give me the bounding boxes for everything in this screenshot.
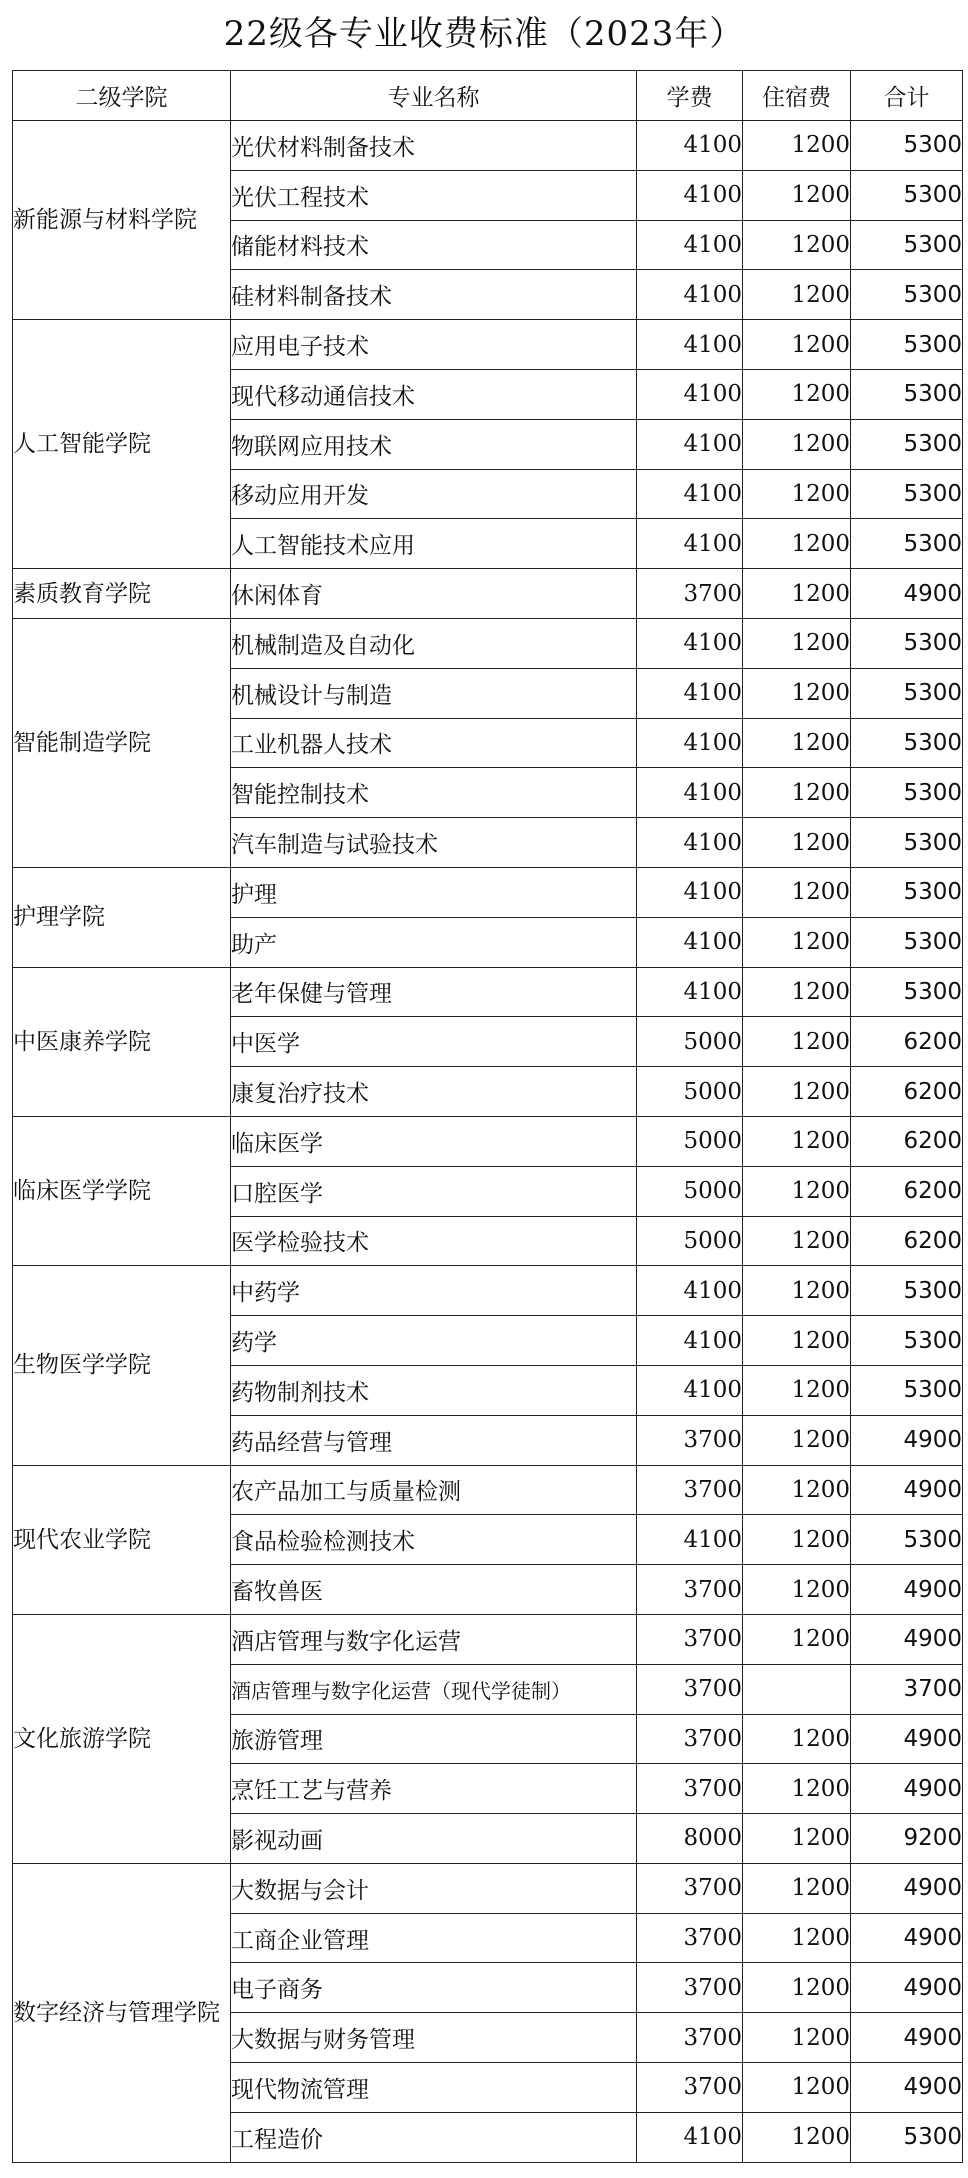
total-cell: 5300 — [851, 270, 963, 320]
dorm-cell: 1200 — [743, 2063, 851, 2113]
total-cell: 5300 — [851, 419, 963, 469]
total-cell: 4900 — [851, 1714, 963, 1764]
major-cell: 机械设计与制造 — [231, 668, 637, 718]
dorm-cell: 1200 — [743, 1863, 851, 1913]
major-cell: 旅游管理 — [231, 1714, 637, 1764]
total-cell: 6200 — [851, 1216, 963, 1266]
header-major: 专业名称 — [231, 71, 637, 121]
major-cell: 大数据与会计 — [231, 1863, 637, 1913]
tuition-cell: 8000 — [637, 1814, 743, 1864]
college-cell: 中医康养学院 — [13, 967, 231, 1116]
tuition-cell: 3700 — [637, 1664, 743, 1714]
total-cell: 5300 — [851, 917, 963, 967]
total-cell: 5300 — [851, 618, 963, 668]
college-cell: 生物医学学院 — [13, 1266, 231, 1465]
tuition-cell: 4100 — [637, 668, 743, 718]
major-cell: 食品检验检测技术 — [231, 1515, 637, 1565]
tuition-cell: 3700 — [637, 1913, 743, 1963]
dorm-cell: 1200 — [743, 1017, 851, 1067]
major-cell: 工程造价 — [231, 2112, 637, 2162]
tuition-cell: 5000 — [637, 1067, 743, 1117]
total-cell: 5300 — [851, 718, 963, 768]
major-cell: 大数据与财务管理 — [231, 2013, 637, 2063]
table-row — [13, 1863, 963, 1913]
dorm-cell: 1200 — [743, 1963, 851, 2013]
major-cell: 酒店管理与数字化运营（现代学徒制） — [231, 1664, 637, 1714]
tuition-cell: 3700 — [637, 2063, 743, 2113]
tuition-cell: 4100 — [637, 220, 743, 270]
total-cell: 5300 — [851, 768, 963, 818]
major-cell: 机械制造及自动化 — [231, 618, 637, 668]
tuition-cell: 5000 — [637, 1017, 743, 1067]
dorm-cell: 1200 — [743, 1216, 851, 1266]
total-cell: 5300 — [851, 867, 963, 917]
dorm-cell: 1200 — [743, 1714, 851, 1764]
total-cell: 5300 — [851, 967, 963, 1017]
tuition-cell: 3700 — [637, 2013, 743, 2063]
total-cell: 4900 — [851, 1614, 963, 1664]
dorm-cell: 1200 — [743, 2013, 851, 2063]
total-cell: 5300 — [851, 369, 963, 419]
dorm-cell: 1200 — [743, 1764, 851, 1814]
major-cell: 休闲体育 — [231, 569, 637, 619]
major-cell: 医学检验技术 — [231, 1216, 637, 1266]
tuition-cell: 4100 — [637, 270, 743, 320]
tuition-cell: 3700 — [637, 1714, 743, 1764]
total-cell: 6200 — [851, 1166, 963, 1216]
major-cell: 工业机器人技术 — [231, 718, 637, 768]
total-cell: 5300 — [851, 1266, 963, 1316]
major-cell: 中医学 — [231, 1017, 637, 1067]
tuition-cell: 4100 — [637, 1365, 743, 1415]
table-row — [13, 867, 963, 917]
major-cell: 酒店管理与数字化运营 — [231, 1614, 637, 1664]
college-cell: 现代农业学院 — [13, 1465, 231, 1614]
total-cell: 5300 — [851, 220, 963, 270]
dorm-cell: 1200 — [743, 1814, 851, 1864]
tuition-cell: 3700 — [637, 1565, 743, 1615]
major-cell: 现代移动通信技术 — [231, 369, 637, 419]
total-cell: 4900 — [851, 1415, 963, 1465]
tuition-cell: 3700 — [637, 1764, 743, 1814]
major-cell: 汽车制造与试验技术 — [231, 818, 637, 868]
college-cell: 临床医学学院 — [13, 1116, 231, 1265]
total-cell: 5300 — [851, 1365, 963, 1415]
tuition-cell: 3700 — [637, 1465, 743, 1515]
dorm-cell: 1200 — [743, 1116, 851, 1166]
tuition-cell: 3700 — [637, 569, 743, 619]
table-row — [13, 1465, 963, 1515]
total-cell: 4900 — [851, 1963, 963, 2013]
dorm-cell: 1200 — [743, 718, 851, 768]
table-row — [13, 1116, 963, 1166]
major-cell: 电子商务 — [231, 1963, 637, 2013]
major-cell: 物联网应用技术 — [231, 419, 637, 469]
total-cell: 4900 — [851, 1565, 963, 1615]
total-cell: 5300 — [851, 1515, 963, 1565]
tuition-cell: 4100 — [637, 1266, 743, 1316]
tuition-cell: 4100 — [637, 768, 743, 818]
dorm-cell: 1200 — [743, 369, 851, 419]
major-cell: 应用电子技术 — [231, 320, 637, 370]
major-cell: 光伏材料制备技术 — [231, 121, 637, 171]
total-cell: 6200 — [851, 1067, 963, 1117]
dorm-cell: 1200 — [743, 270, 851, 320]
major-cell: 烹饪工艺与营养 — [231, 1764, 637, 1814]
tuition-cell: 4100 — [637, 1316, 743, 1366]
major-cell: 康复治疗技术 — [231, 1067, 637, 1117]
header-dorm: 住宿费 — [743, 71, 851, 121]
total-cell: 9200 — [851, 1814, 963, 1864]
major-cell: 现代物流管理 — [231, 2063, 637, 2113]
total-cell: 5300 — [851, 668, 963, 718]
total-cell: 5300 — [851, 469, 963, 519]
major-cell: 工商企业管理 — [231, 1913, 637, 1963]
total-cell: 4900 — [851, 1863, 963, 1913]
major-cell: 影视动画 — [231, 1814, 637, 1864]
college-cell: 数字经济与管理学院 — [13, 1863, 231, 2162]
tuition-cell: 4100 — [637, 519, 743, 569]
tuition-cell: 4100 — [637, 369, 743, 419]
dorm-cell: 1200 — [743, 618, 851, 668]
tuition-cell: 5000 — [637, 1216, 743, 1266]
major-cell: 智能控制技术 — [231, 768, 637, 818]
college-cell: 护理学院 — [13, 867, 231, 967]
table-row — [13, 121, 963, 171]
tuition-cell: 4100 — [637, 917, 743, 967]
dorm-cell: 1200 — [743, 1614, 851, 1664]
header-total: 合计 — [851, 71, 963, 121]
dorm-cell: 1200 — [743, 2112, 851, 2162]
table-row — [13, 1614, 963, 1664]
major-cell: 老年保健与管理 — [231, 967, 637, 1017]
tuition-cell: 5000 — [637, 1116, 743, 1166]
table-row — [13, 618, 963, 668]
dorm-cell — [743, 1664, 851, 1714]
dorm-cell: 1200 — [743, 519, 851, 569]
dorm-cell: 1200 — [743, 818, 851, 868]
tuition-cell: 4100 — [637, 967, 743, 1017]
tuition-cell: 3700 — [637, 1863, 743, 1913]
major-cell: 助产 — [231, 917, 637, 967]
total-cell: 4900 — [851, 569, 963, 619]
major-cell: 人工智能技术应用 — [231, 519, 637, 569]
dorm-cell: 1200 — [743, 1365, 851, 1415]
dorm-cell: 1200 — [743, 419, 851, 469]
header-tuition: 学费 — [637, 71, 743, 121]
tuition-cell: 4100 — [637, 320, 743, 370]
major-cell: 移动应用开发 — [231, 469, 637, 519]
major-cell: 药学 — [231, 1316, 637, 1366]
total-cell: 6200 — [851, 1116, 963, 1166]
college-cell: 新能源与材料学院 — [13, 121, 231, 320]
total-cell: 5300 — [851, 2112, 963, 2162]
dorm-cell: 1200 — [743, 967, 851, 1017]
tuition-cell: 4100 — [637, 818, 743, 868]
major-cell: 口腔医学 — [231, 1166, 637, 1216]
major-cell: 畜牧兽医 — [231, 1565, 637, 1615]
college-cell: 素质教育学院 — [13, 569, 231, 619]
page-title: 22级各专业收费标准（2023年） — [223, 14, 745, 54]
dorm-cell: 1200 — [743, 569, 851, 619]
total-cell: 5300 — [851, 121, 963, 171]
tuition-cell: 4100 — [637, 419, 743, 469]
total-cell: 4900 — [851, 2063, 963, 2113]
tuition-cell: 4100 — [637, 1515, 743, 1565]
total-cell: 5300 — [851, 818, 963, 868]
dorm-cell: 1200 — [743, 867, 851, 917]
tuition-cell: 3700 — [637, 1614, 743, 1664]
major-cell: 临床医学 — [231, 1116, 637, 1166]
total-cell: 5300 — [851, 519, 963, 569]
total-cell: 4900 — [851, 1913, 963, 1963]
dorm-cell: 1200 — [743, 1565, 851, 1615]
dorm-cell: 1200 — [743, 121, 851, 171]
major-cell: 护理 — [231, 867, 637, 917]
dorm-cell: 1200 — [743, 1465, 851, 1515]
total-cell: 4900 — [851, 1465, 963, 1515]
table-row — [13, 320, 963, 370]
fee-table — [12, 70, 963, 2163]
dorm-cell: 1200 — [743, 1913, 851, 1963]
total-cell: 5300 — [851, 1316, 963, 1366]
tuition-cell: 5000 — [637, 1166, 743, 1216]
dorm-cell: 1200 — [743, 469, 851, 519]
dorm-cell: 1200 — [743, 1067, 851, 1117]
table-row — [13, 569, 963, 619]
total-cell: 5300 — [851, 170, 963, 220]
total-cell: 6200 — [851, 1017, 963, 1067]
major-cell: 光伏工程技术 — [231, 170, 637, 220]
tuition-cell: 3700 — [637, 1963, 743, 2013]
dorm-cell: 1200 — [743, 1415, 851, 1465]
dorm-cell: 1200 — [743, 170, 851, 220]
major-cell: 农产品加工与质量检测 — [231, 1465, 637, 1515]
major-cell: 药品经营与管理 — [231, 1415, 637, 1465]
dorm-cell: 1200 — [743, 668, 851, 718]
tuition-cell: 4100 — [637, 469, 743, 519]
total-cell: 5300 — [851, 320, 963, 370]
tuition-cell: 3700 — [637, 1415, 743, 1465]
major-cell: 中药学 — [231, 1266, 637, 1316]
table-row — [13, 1266, 963, 1316]
tuition-cell: 4100 — [637, 867, 743, 917]
dorm-cell: 1200 — [743, 1515, 851, 1565]
dorm-cell: 1200 — [743, 917, 851, 967]
dorm-cell: 1200 — [743, 220, 851, 270]
major-cell: 储能材料技术 — [231, 220, 637, 270]
tuition-cell: 4100 — [637, 170, 743, 220]
total-cell: 4900 — [851, 2013, 963, 2063]
tuition-cell: 4100 — [637, 618, 743, 668]
tuition-cell: 4100 — [637, 718, 743, 768]
header-college: 二级学院 — [13, 71, 231, 121]
total-cell: 3700 — [851, 1664, 963, 1714]
dorm-cell: 1200 — [743, 1166, 851, 1216]
tuition-cell: 4100 — [637, 2112, 743, 2162]
college-cell: 文化旅游学院 — [13, 1614, 231, 1863]
dorm-cell: 1200 — [743, 1266, 851, 1316]
college-cell: 智能制造学院 — [13, 618, 231, 867]
header-row — [13, 71, 963, 121]
table-row — [13, 967, 963, 1017]
tuition-cell: 4100 — [637, 121, 743, 171]
total-cell: 4900 — [851, 1764, 963, 1814]
major-cell: 硅材料制备技术 — [231, 270, 637, 320]
dorm-cell: 1200 — [743, 320, 851, 370]
major-cell: 药物制剂技术 — [231, 1365, 637, 1415]
fee-table-body — [13, 121, 963, 2163]
dorm-cell: 1200 — [743, 1316, 851, 1366]
college-cell: 人工智能学院 — [13, 320, 231, 569]
dorm-cell: 1200 — [743, 768, 851, 818]
